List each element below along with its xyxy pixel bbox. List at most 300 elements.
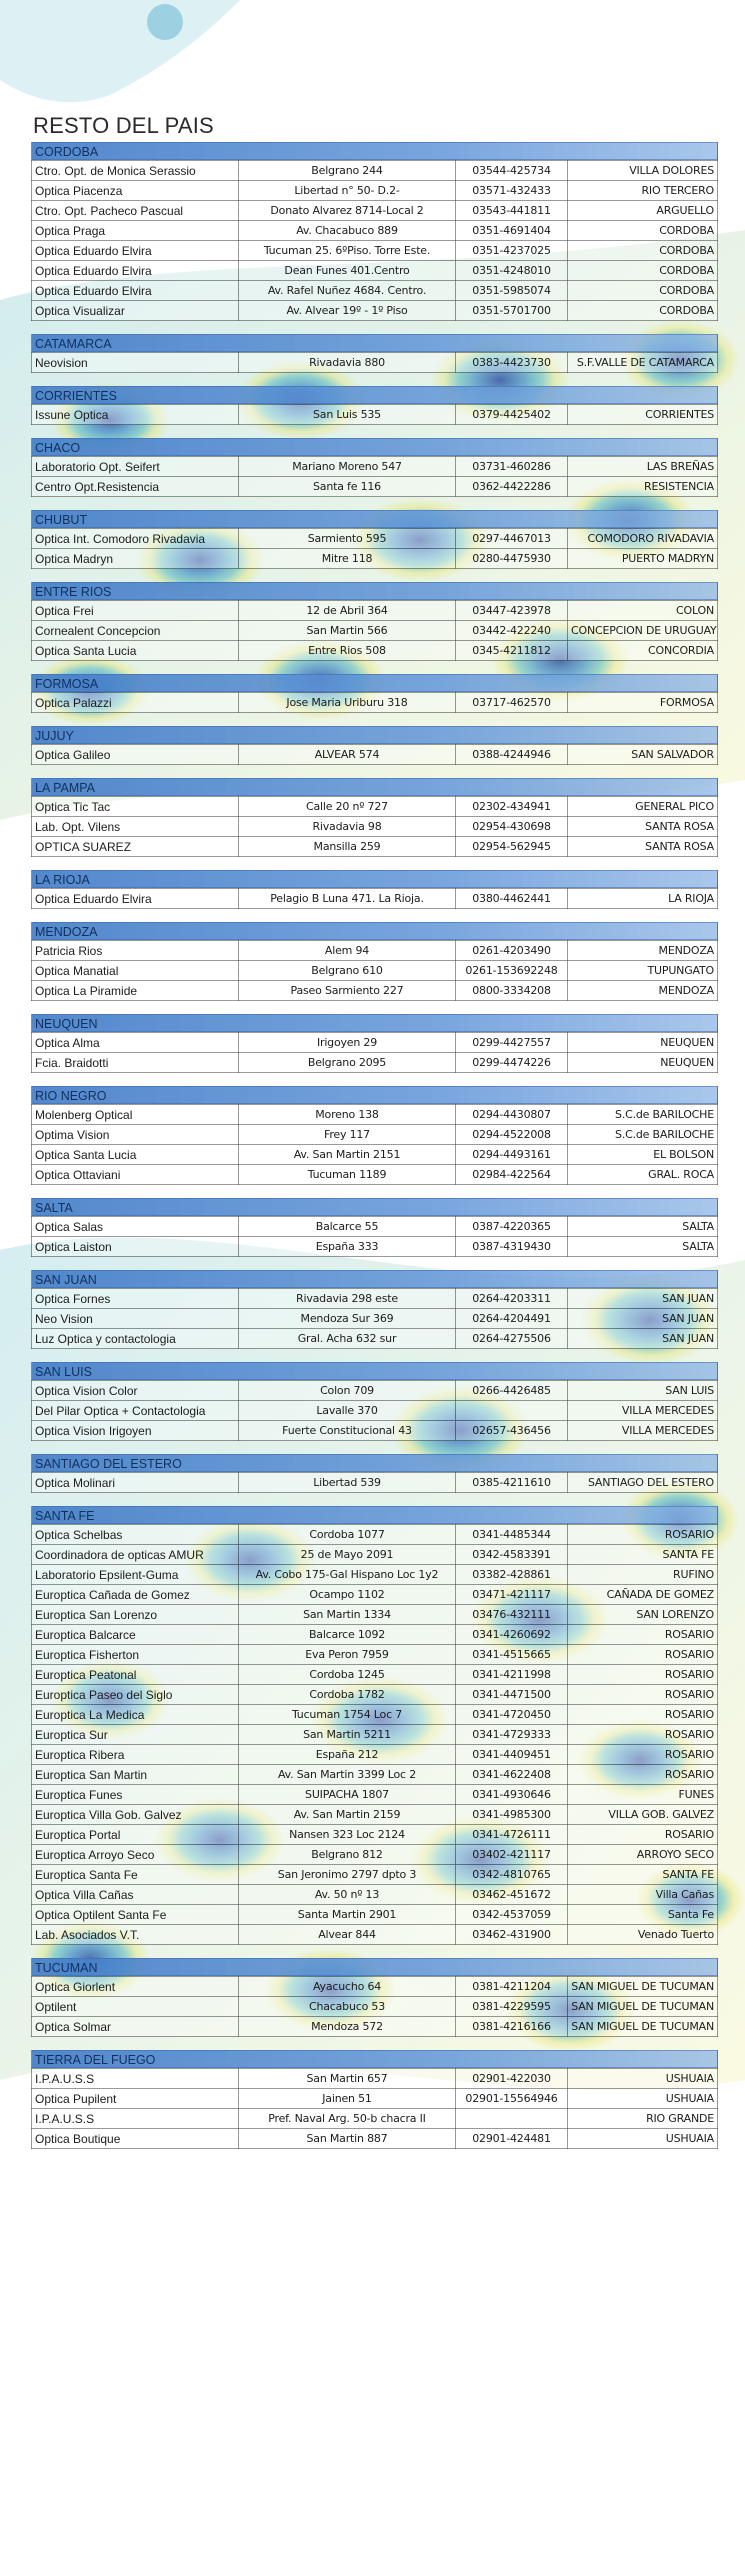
store-name: Optica Manatial	[32, 961, 239, 981]
store-address: Paseo Sarmiento 227	[239, 981, 456, 1001]
store-phone: 0351-5985074	[456, 281, 568, 301]
store-address: Balcarce 55	[239, 1217, 456, 1237]
store-phone: 0351-4248010	[456, 261, 568, 281]
store-name: Europtica La Medica	[32, 1705, 239, 1725]
table-row	[32, 529, 718, 549]
store-table	[31, 744, 718, 765]
store-city: CORRIENTES	[568, 405, 718, 425]
store-city: SANTA ROSA	[568, 837, 718, 857]
store-phone: 0294-4522008	[456, 1125, 568, 1145]
table-row	[32, 1217, 718, 1237]
province-header: LA PAMPA	[31, 778, 718, 796]
table-row	[32, 261, 718, 281]
store-city: USHUAIA	[568, 2089, 718, 2109]
table-row	[32, 1685, 718, 1705]
store-city: EL BOLSON	[568, 1145, 718, 1165]
store-address: Jose Maria Uriburu 318	[239, 693, 456, 713]
store-name: Optica Frei	[32, 601, 239, 621]
store-name: Europtica Peatonal	[32, 1665, 239, 1685]
store-name: Optica Laiston	[32, 1237, 239, 1257]
store-phone: 0388-4244946	[456, 745, 568, 765]
store-name: Del Pilar Optica + Contactologia	[32, 1401, 239, 1421]
province-section	[31, 510, 718, 569]
store-phone: 0342-4583391	[456, 1545, 568, 1565]
store-name: Europtica San Lorenzo	[32, 1605, 239, 1625]
store-city: ROSARIO	[568, 1665, 718, 1685]
store-address: San Martin 1334	[239, 1605, 456, 1625]
store-city: ROSARIO	[568, 1725, 718, 1745]
store-phone: 0261-153692248	[456, 961, 568, 981]
store-city: CAÑADA DE GOMEZ	[568, 1585, 718, 1605]
store-address: Belgrano 812	[239, 1845, 456, 1865]
store-table	[31, 1216, 718, 1257]
table-row	[32, 181, 718, 201]
table-row	[32, 1925, 718, 1945]
store-table	[31, 160, 718, 321]
store-phone: 0299-4427557	[456, 1033, 568, 1053]
store-address: Libertad n° 50- D.2-	[239, 181, 456, 201]
store-name: Europtica Balcarce	[32, 1625, 239, 1645]
table-row	[32, 2129, 718, 2149]
province-header: CORRIENTES	[31, 386, 718, 404]
store-name: Coordinadora de opticas AMUR	[32, 1545, 239, 1565]
store-city: RUFINO	[568, 1565, 718, 1585]
store-city: LAS BREÑAS	[568, 457, 718, 477]
store-name: Optica Villa Cañas	[32, 1885, 239, 1905]
store-address: Nansen 323 Loc 2124	[239, 1825, 456, 1845]
store-city: CORDOBA	[568, 281, 718, 301]
store-city: S.C.de BARILOCHE	[568, 1125, 718, 1145]
store-name: Ctro. Opt. de Monica Serassio	[32, 161, 239, 181]
store-phone: 0381-4229595	[456, 1997, 568, 2017]
store-city: SAN SALVADOR	[568, 745, 718, 765]
table-row	[32, 797, 718, 817]
store-address: España 333	[239, 1237, 456, 1257]
store-phone: 0294-4493161	[456, 1145, 568, 1165]
store-name: I.P.A.U.S.S	[32, 2069, 239, 2089]
store-city: SAN MIGUEL DE TUCUMAN	[568, 2017, 718, 2037]
province-section	[31, 1506, 718, 1945]
store-name: Europtica Portal	[32, 1825, 239, 1845]
store-name: Optica Praga	[32, 221, 239, 241]
store-address: Moreno 138	[239, 1105, 456, 1125]
store-table	[31, 796, 718, 857]
store-phone: 0280-4475930	[456, 549, 568, 569]
store-address: Pref. Naval Arg. 50-b chacra II	[239, 2109, 456, 2129]
store-phone: 0261-4203490	[456, 941, 568, 961]
store-address: Tucuman 25. 6ºPiso. Torre Este.	[239, 241, 456, 261]
store-phone: 03447-423978	[456, 601, 568, 621]
table-row	[32, 1885, 718, 1905]
store-name: Optima Vision	[32, 1125, 239, 1145]
table-row	[32, 1381, 718, 1401]
store-city: S.F.VALLE DE CATAMARCA	[568, 353, 718, 373]
store-phone: 0345-4211812	[456, 641, 568, 661]
store-name: Neo Vision	[32, 1309, 239, 1329]
store-city: MENDOZA	[568, 941, 718, 961]
store-city: SAN LORENZO	[568, 1605, 718, 1625]
province-header: MENDOZA	[31, 922, 718, 940]
store-city: SAN MIGUEL DE TUCUMAN	[568, 1977, 718, 1997]
table-row	[32, 1053, 718, 1073]
store-city: CORDOBA	[568, 261, 718, 281]
store-phone: 02954-430698	[456, 817, 568, 837]
store-city: MENDOZA	[568, 981, 718, 1001]
store-city: SAN JUAN	[568, 1329, 718, 1349]
province-header: TIERRA DEL FUEGO	[31, 2050, 718, 2068]
store-name: Luz Optica y contactologia	[32, 1329, 239, 1349]
store-city: CORDOBA	[568, 221, 718, 241]
store-address: Colon 709	[239, 1381, 456, 1401]
province-header: SALTA	[31, 1198, 718, 1216]
province-section	[31, 778, 718, 857]
store-address: Balcarce 1092	[239, 1625, 456, 1645]
province-header: SANTA FE	[31, 1506, 718, 1524]
store-address: Mariano Moreno 547	[239, 457, 456, 477]
table-row	[32, 2109, 718, 2129]
store-city: SAN MIGUEL DE TUCUMAN	[568, 1997, 718, 2017]
store-address: Lavalle 370	[239, 1401, 456, 1421]
store-name: Europtica San Martin	[32, 1765, 239, 1785]
store-address: Rivadavia 298 este	[239, 1289, 456, 1309]
store-name: Optica Palazzi	[32, 693, 239, 713]
store-name: Lab. Opt. Vilens	[32, 817, 239, 837]
store-city: SAN JUAN	[568, 1309, 718, 1329]
store-name: Optica Piacenza	[32, 181, 239, 201]
store-name: Optica Ottaviani	[32, 1165, 239, 1185]
store-address: San Jeronimo 2797 dpto 3	[239, 1865, 456, 1885]
store-phone: 03543-441811	[456, 201, 568, 221]
table-row	[32, 1977, 718, 1997]
store-table	[31, 528, 718, 569]
store-name: Optica Pupilent	[32, 2089, 239, 2109]
province-section	[31, 334, 718, 373]
store-address: Av. San Martin 3399 Loc 2	[239, 1765, 456, 1785]
store-phone: 0266-4426485	[456, 1381, 568, 1401]
store-city: SAN LUIS	[568, 1381, 718, 1401]
store-city: SAN JUAN	[568, 1289, 718, 1309]
store-name: OPTICA SUAREZ	[32, 837, 239, 857]
store-address: San Luis 535	[239, 405, 456, 425]
store-address: Av. Chacabuco 889	[239, 221, 456, 241]
store-city: SALTA	[568, 1237, 718, 1257]
store-phone: 0341-4985300	[456, 1805, 568, 1825]
store-address: Pelagio B Luna 471. La Rioja.	[239, 889, 456, 909]
table-row	[32, 1545, 718, 1565]
store-name: Optica Galileo	[32, 745, 239, 765]
table-row	[32, 1421, 718, 1441]
table-row	[32, 1665, 718, 1685]
store-address: Sarmiento 595	[239, 529, 456, 549]
table-row	[32, 1565, 718, 1585]
store-table	[31, 404, 718, 425]
store-address: Av. Rafel Nuñez 4684. Centro.	[239, 281, 456, 301]
store-name: Optica Eduardo Elvira	[32, 241, 239, 261]
table-row	[32, 745, 718, 765]
province-section	[31, 582, 718, 661]
table-row	[32, 1625, 718, 1645]
table-row	[32, 961, 718, 981]
store-city: COLON	[568, 601, 718, 621]
store-name: Europtica Funes	[32, 1785, 239, 1805]
sections-container	[31, 142, 718, 2149]
province-section	[31, 674, 718, 713]
store-table	[31, 1104, 718, 1185]
store-name: Optica Alma	[32, 1033, 239, 1053]
store-phone: 02901-15564946	[456, 2089, 568, 2109]
province-header: FORMOSA	[31, 674, 718, 692]
province-section	[31, 1014, 718, 1073]
store-phone: 0299-4474226	[456, 1053, 568, 1073]
store-table	[31, 692, 718, 713]
store-city: Venado Tuerto	[568, 1925, 718, 1945]
store-address: Jainen 51	[239, 2089, 456, 2109]
store-phone: 03717-462570	[456, 693, 568, 713]
store-city: SANTA FE	[568, 1545, 718, 1565]
store-city: COMODORO RIVADAVIA	[568, 529, 718, 549]
store-name: Cornealent Concepcion	[32, 621, 239, 641]
province-section	[31, 726, 718, 765]
store-name: Laboratorio Opt. Seifert	[32, 457, 239, 477]
store-name: Optica Fornes	[32, 1289, 239, 1309]
store-address: San Martin 887	[239, 2129, 456, 2149]
store-address: Gral. Acha 632 sur	[239, 1329, 456, 1349]
province-header: CHACO	[31, 438, 718, 456]
table-row	[32, 1525, 718, 1545]
province-section	[31, 922, 718, 1001]
province-section	[31, 2050, 718, 2149]
store-phone: 03402-421117	[456, 1845, 568, 1865]
store-city: ROSARIO	[568, 1625, 718, 1645]
store-name: Optica Santa Lucia	[32, 1145, 239, 1165]
store-phone: 0341-4622408	[456, 1765, 568, 1785]
table-row	[32, 1473, 718, 1493]
store-address: San Martin 5211	[239, 1725, 456, 1745]
table-row	[32, 1237, 718, 1257]
store-name: Optica Madryn	[32, 549, 239, 569]
table-row	[32, 1905, 718, 1925]
province-header: SAN JUAN	[31, 1270, 718, 1288]
store-city: VILLA DOLORES	[568, 161, 718, 181]
store-address: Cordoba 1245	[239, 1665, 456, 1685]
store-city: VILLA GOB. GALVEZ	[568, 1805, 718, 1825]
store-name: Europtica Santa Fe	[32, 1865, 239, 1885]
store-name: Europtica Arroyo Seco	[32, 1845, 239, 1865]
store-name: Europtica Villa Gob. Galvez	[32, 1805, 239, 1825]
store-name: Europtica Ribera	[32, 1745, 239, 1765]
store-phone	[456, 1401, 568, 1421]
store-phone	[456, 2109, 568, 2129]
table-row	[32, 641, 718, 661]
store-address: San Martin 566	[239, 621, 456, 641]
store-phone: 0264-4203311	[456, 1289, 568, 1309]
store-name: Lab. Asociados V.T.	[32, 1925, 239, 1945]
province-header: SAN LUIS	[31, 1362, 718, 1380]
store-table	[31, 600, 718, 661]
store-phone: 03382-428861	[456, 1565, 568, 1585]
province-section	[31, 1086, 718, 1185]
store-name: Optica Tic Tac	[32, 797, 239, 817]
table-row	[32, 549, 718, 569]
store-name: Optica Eduardo Elvira	[32, 889, 239, 909]
store-address: 25 de Mayo 2091	[239, 1545, 456, 1565]
store-city: SALTA	[568, 1217, 718, 1237]
store-address: Av. Cobo 175-Gal Hispano Loc 1y2	[239, 1565, 456, 1585]
store-phone: 0341-4930646	[456, 1785, 568, 1805]
province-section	[31, 1454, 718, 1493]
store-city: CONCORDIA	[568, 641, 718, 661]
store-phone: 02901-422030	[456, 2069, 568, 2089]
table-row	[32, 1309, 718, 1329]
store-table	[31, 1976, 718, 2037]
store-phone: 0341-4720450	[456, 1705, 568, 1725]
store-address: Mendoza Sur 369	[239, 1309, 456, 1329]
province-header: CORDOBA	[31, 142, 718, 160]
store-phone: 0381-4211204	[456, 1977, 568, 1997]
province-header: RIO NEGRO	[31, 1086, 718, 1104]
store-name: Optica La Piramide	[32, 981, 239, 1001]
store-name: Molenberg Optical	[32, 1105, 239, 1125]
store-address: Ocampo 1102	[239, 1585, 456, 1605]
store-address: Donato Alvarez 8714-Local 2	[239, 201, 456, 221]
province-section	[31, 1198, 718, 1257]
store-table	[31, 1472, 718, 1493]
table-row	[32, 241, 718, 261]
table-row	[32, 1725, 718, 1745]
store-phone: 0387-4319430	[456, 1237, 568, 1257]
store-phone: 0341-4515665	[456, 1645, 568, 1665]
store-phone: 0342-4810765	[456, 1865, 568, 1885]
store-city: CORDOBA	[568, 301, 718, 321]
store-address: Alem 94	[239, 941, 456, 961]
store-phone: 0362-4422286	[456, 477, 568, 497]
store-address: Calle 20 nº 727	[239, 797, 456, 817]
store-name: Europtica Sur	[32, 1725, 239, 1745]
store-address: Mendoza 572	[239, 2017, 456, 2037]
store-address: Av. Alvear 19º - 1º Piso	[239, 301, 456, 321]
store-city: SANTIAGO DEL ESTERO	[568, 1473, 718, 1493]
province-section	[31, 1270, 718, 1349]
store-city: VILLA MERCEDES	[568, 1421, 718, 1441]
store-address: Tucuman 1189	[239, 1165, 456, 1185]
store-name: Ctro. Opt. Pacheco Pascual	[32, 201, 239, 221]
store-address: Libertad 539	[239, 1473, 456, 1493]
store-phone: 0297-4467013	[456, 529, 568, 549]
table-row	[32, 1745, 718, 1765]
store-table	[31, 1032, 718, 1073]
store-city: ROSARIO	[568, 1825, 718, 1845]
store-phone: 0380-4462441	[456, 889, 568, 909]
store-address: Cordoba 1077	[239, 1525, 456, 1545]
store-address: Rivadavia 880	[239, 353, 456, 373]
table-row	[32, 2017, 718, 2037]
store-name: Optilent	[32, 1997, 239, 2017]
store-name: Fcia. Braidotti	[32, 1053, 239, 1073]
province-header: JUJUY	[31, 726, 718, 744]
store-phone: 0385-4211610	[456, 1473, 568, 1493]
store-address: 12 de Abril 364	[239, 601, 456, 621]
store-name: Optica Solmar	[32, 2017, 239, 2037]
store-address: Belgrano 610	[239, 961, 456, 981]
store-address: Santa Martin 2901	[239, 1905, 456, 1925]
store-address: Santa fe 116	[239, 477, 456, 497]
store-city: ROSARIO	[568, 1765, 718, 1785]
store-table	[31, 888, 718, 909]
table-row	[32, 1825, 718, 1845]
store-city: USHUAIA	[568, 2069, 718, 2089]
table-row	[32, 457, 718, 477]
store-address: Mansilla 259	[239, 837, 456, 857]
store-address: San Martin 657	[239, 2069, 456, 2089]
store-phone: 03571-432433	[456, 181, 568, 201]
store-phone: 0264-4204491	[456, 1309, 568, 1329]
store-address: SUIPACHA 1807	[239, 1785, 456, 1805]
table-row	[32, 1105, 718, 1125]
table-row	[32, 201, 718, 221]
store-city: Santa Fe	[568, 1905, 718, 1925]
store-address: Av. 50 nº 13	[239, 1885, 456, 1905]
store-phone: 03462-431900	[456, 1925, 568, 1945]
table-row	[32, 1845, 718, 1865]
table-row	[32, 1585, 718, 1605]
store-name: Optica Molinari	[32, 1473, 239, 1493]
store-phone: 0341-4726111	[456, 1825, 568, 1845]
store-phone: 0351-4237025	[456, 241, 568, 261]
store-phone: 0341-4471500	[456, 1685, 568, 1705]
store-name: Optica Salas	[32, 1217, 239, 1237]
store-city: PUERTO MADRYN	[568, 549, 718, 569]
store-table	[31, 352, 718, 373]
store-table	[31, 2068, 718, 2149]
table-row	[32, 1997, 718, 2017]
store-phone: 0387-4220365	[456, 1217, 568, 1237]
store-city: S.C.de BARILOCHE	[568, 1105, 718, 1125]
table-row	[32, 817, 718, 837]
store-name: Optica Vision Irigoyen	[32, 1421, 239, 1441]
table-row	[32, 1805, 718, 1825]
store-city: USHUAIA	[568, 2129, 718, 2149]
store-city: SANTA ROSA	[568, 817, 718, 837]
store-city: NEUQUEN	[568, 1053, 718, 1073]
store-name: Optica Schelbas	[32, 1525, 239, 1545]
province-section	[31, 1362, 718, 1441]
table-row	[32, 1865, 718, 1885]
store-table	[31, 456, 718, 497]
store-address: Dean Funes 401.Centro	[239, 261, 456, 281]
store-address: Belgrano 2095	[239, 1053, 456, 1073]
province-header: LA RIOJA	[31, 870, 718, 888]
table-row	[32, 1145, 718, 1165]
store-address: Irigoyen 29	[239, 1033, 456, 1053]
store-address: Ayacucho 64	[239, 1977, 456, 1997]
table-row	[32, 837, 718, 857]
province-header: TUCUMAN	[31, 1958, 718, 1976]
store-phone: 02901-424481	[456, 2129, 568, 2149]
province-header: CHUBUT	[31, 510, 718, 528]
store-name: Optica Eduardo Elvira	[32, 281, 239, 301]
store-phone: 0341-4211998	[456, 1665, 568, 1685]
store-phone: 0341-4260692	[456, 1625, 568, 1645]
store-address: Belgrano 244	[239, 161, 456, 181]
table-row	[32, 941, 718, 961]
store-address: Av. San Martin 2159	[239, 1805, 456, 1825]
store-address: Rivadavia 98	[239, 817, 456, 837]
store-phone: 02954-562945	[456, 837, 568, 857]
store-phone: 0800-3334208	[456, 981, 568, 1001]
store-city: RESISTENCIA	[568, 477, 718, 497]
store-city: CONCEPCION DE URUGUAY	[568, 621, 718, 641]
store-address: España 212	[239, 1745, 456, 1765]
